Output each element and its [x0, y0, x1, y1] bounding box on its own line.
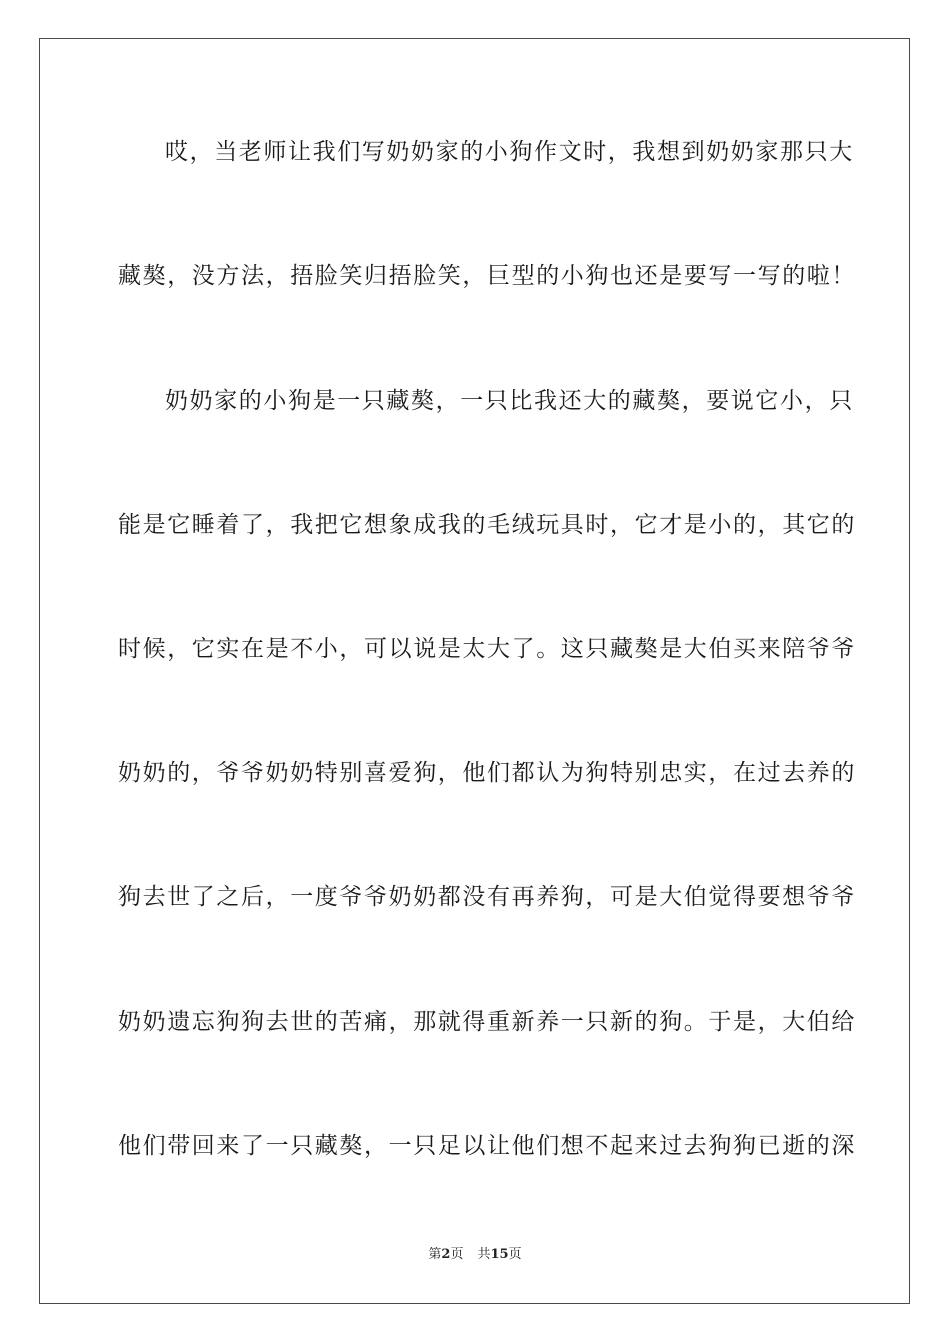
text-line-8: 奶奶遗忘狗狗去世的苦痛，那就得重新养一只新的狗。于是，大伯给: [118, 1009, 856, 1035]
page-number: 2: [441, 1247, 451, 1262]
text-line-4: 能是它睡着了，我把它想象成我的毛绒玩具时，它才是小的，其它的: [118, 512, 856, 538]
page-footer: [0, 1246, 950, 1264]
text-line-2: 藏獒，没方法，捂脸笑归捂脸笑，巨型的小狗也还是要写一写的啦！: [118, 263, 856, 289]
text-line-3: 奶奶家的小狗是一只藏獒，一只比我还大的藏獒，要说它小，只: [165, 388, 854, 414]
text-line-5: 时候，它实在是不小，可以说是太大了。这只藏獒是大伯买来陪爷爷: [118, 636, 856, 662]
text-line-7: 狗去世了之后，一度爷爷奶奶都没有再养狗，可是大伯觉得要想爷爷: [118, 884, 856, 910]
text-line-1: 哎，当老师让我们写奶奶家的小狗作文时，我想到奶奶家那只大: [165, 139, 854, 165]
text-line-6: 奶奶的，爷爷奶奶特别喜爱狗，他们都认为狗特别忠实，在过去养的: [118, 760, 856, 786]
total-pages: 15: [490, 1247, 509, 1262]
text-line-9: 他们带回来了一只藏獒，一只足以让他们想不起来过去狗狗已逝的深: [118, 1133, 856, 1159]
total-prefix: 共: [477, 1247, 491, 1262]
page-border: [39, 38, 910, 1304]
page-prefix: 第: [428, 1247, 442, 1262]
total-suffix: 页: [508, 1247, 522, 1262]
page-suffix: 页: [450, 1247, 464, 1262]
